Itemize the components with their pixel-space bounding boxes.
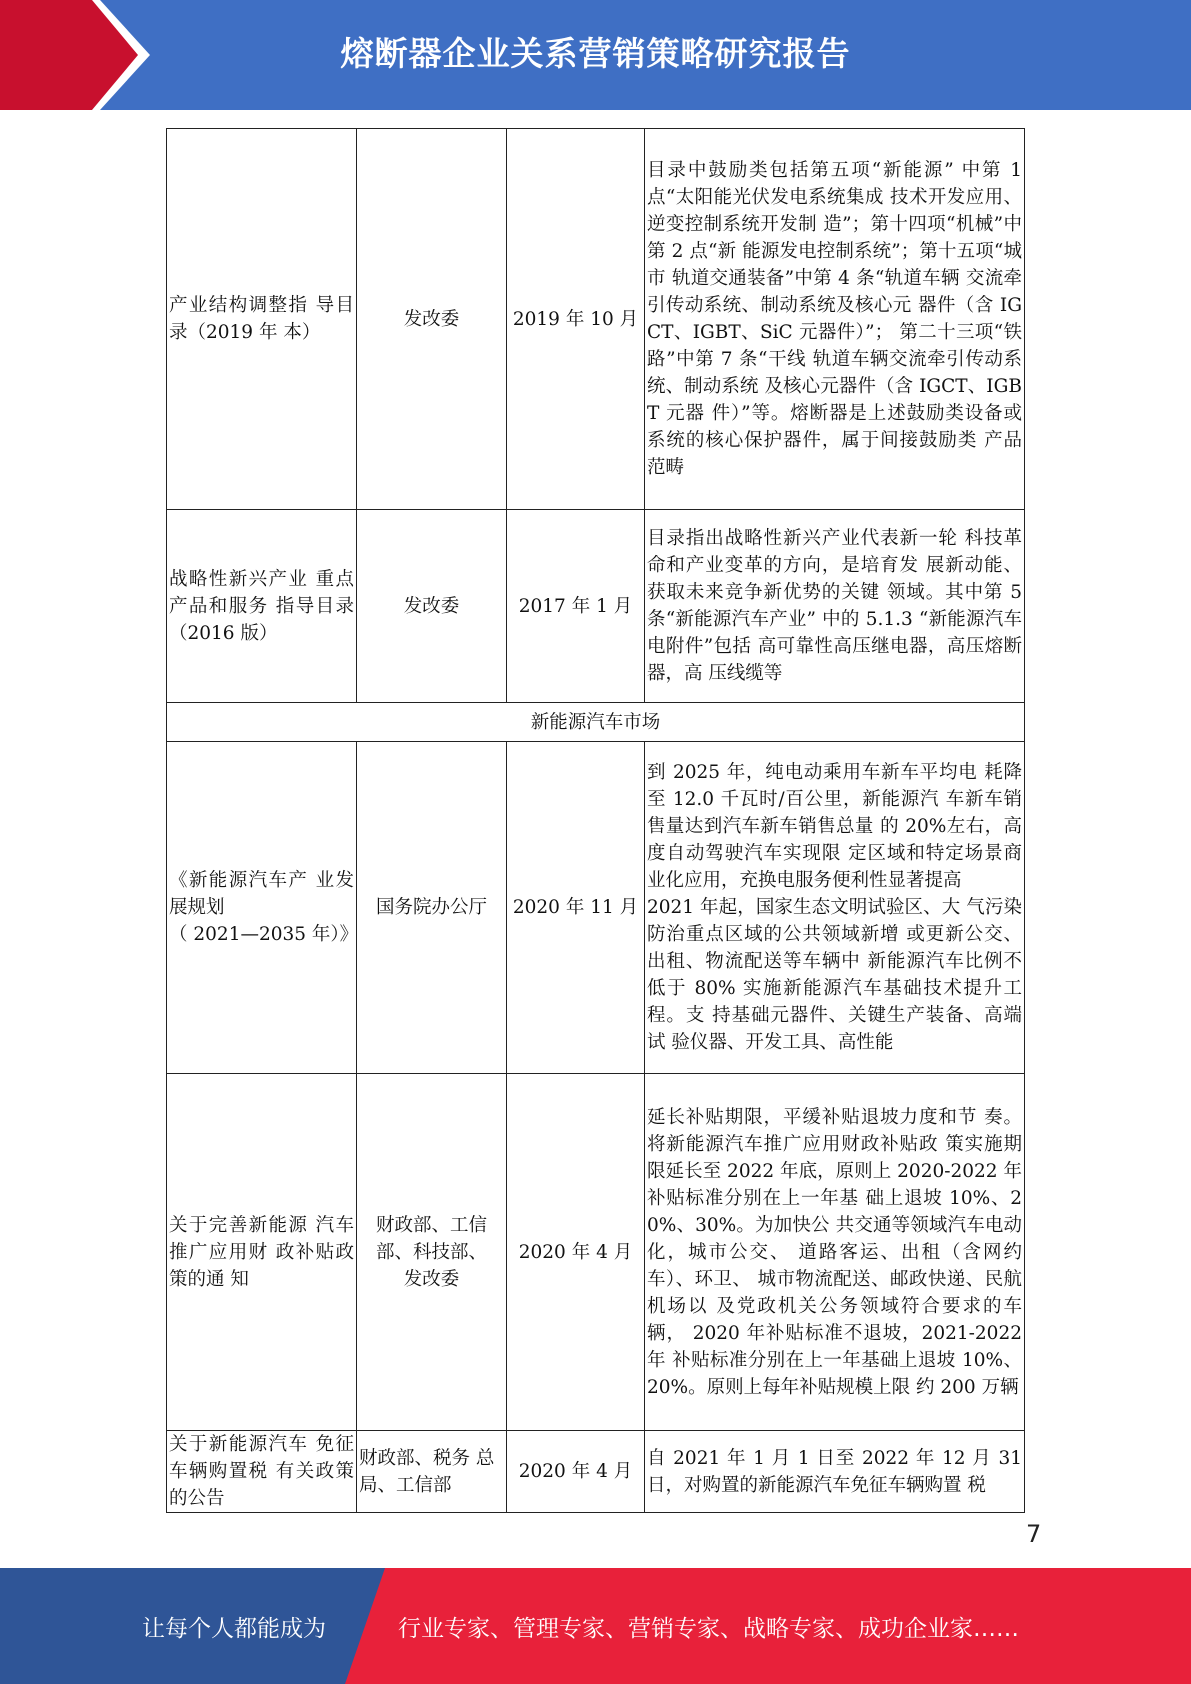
policy-name-cell bbox=[167, 742, 357, 1074]
policy-table bbox=[166, 128, 1025, 1513]
content-cell bbox=[645, 742, 1025, 1074]
report-title: 熔断器企业关系营销策略研究报告 bbox=[340, 34, 851, 73]
issuer: 国务院办公厅 bbox=[375, 897, 487, 918]
date-cell bbox=[507, 1074, 645, 1431]
policy-content: 延长补贴期限，平缓补贴退坡力度和节 奏。将新能源汽车推广应用财政补贴政 策实施期限延长至 2022 年底，原则上 2020-2022 年补贴标准分别在上一年基 础上退坡 10%、20%、30%。为加快公 共交通等领域汽车电动化，城市公交、 道路客运、出租（含网约车）、环卫、 城市物流配送、邮政快递、民航机场以 及党政机关公务领域符合要求的车辆， 2020 年补贴标准不退坡，2021-2022 年 补贴标准分别在上一年基础上退坡 10%、20%。原则上每年补贴规模上限 约 200 万辆 bbox=[647, 1106, 1022, 1398]
page-header bbox=[0, 0, 1191, 110]
content-cell bbox=[645, 510, 1025, 703]
policy-content: 自 2021 年 1 月 1 日至 2022 年 12 月 31 日，对购置的新能源汽车免征车辆购置 税 bbox=[647, 1447, 1022, 1496]
section-header-row bbox=[167, 703, 1025, 742]
policy-name: 《新能源汽车产 业发展规划 （ 2021—2035 年）》 bbox=[169, 870, 359, 945]
table-row bbox=[167, 742, 1025, 1074]
policy-name: 关于完善新能源 汽车推广应用财 政补贴政策的通 知 bbox=[169, 1214, 354, 1290]
policy-name-cell bbox=[167, 129, 357, 510]
policy-content: 目录中鼓励类包括第五项“新能源” 中第 1 点“太阳能光伏发电系统集成 技术开发应用、逆变控制系统开发制 造”；第十四项“机械”中第 2 点“新 能源发电控制系统”；第十五项“城市 轨道交通装备”中第 4 条“轨道车辆 交流牵引传动系统、制动系统及核心元 器件（含 IGCT、IGBT、SiC 元器件）”； 第二十三项“铁路”中第 7 条“干线 轨道车辆交流牵引传动系统、制动系统 及核心元器件（含 IGCT、IGBT 元器 件）”等。熔断器是上述鼓励类设备或系统的核心保护器件，属于间接鼓励类 产品范畴 bbox=[647, 160, 1022, 478]
issue-date: 2020 年 11 月 bbox=[512, 897, 639, 918]
issuer-cell bbox=[357, 129, 507, 510]
table-row bbox=[167, 1431, 1025, 1513]
issue-date: 2017 年 1 月 bbox=[518, 595, 633, 617]
policy-name: 产业结构调整指 导目录（2019 年 本） bbox=[169, 295, 354, 343]
policy-name-cell bbox=[167, 1074, 357, 1431]
issue-date: 2020 年 4 月 bbox=[518, 1241, 633, 1263]
policy-content: 目录指出战略性新兴产业代表新一轮 科技革命和产业变革的方向，是培育发 展新动能、获取未来竞争新优势的关键 领域。其中第 5 条“新能源汽车产业” 中的 5.1.3 “新能源汽车电附件”包括 高可靠性高压继电器，高压熔断器，高 压线缆等 bbox=[647, 528, 1022, 684]
policy-name: 关于新能源汽车 免征车辆购置税 有关政策的公告 bbox=[169, 1434, 354, 1509]
issuer-cell bbox=[357, 1431, 507, 1513]
table-row bbox=[167, 1074, 1025, 1431]
issuer: 发改委 bbox=[403, 595, 460, 617]
issuer: 发改委 bbox=[403, 308, 460, 330]
section-title: 新能源汽车市场 bbox=[167, 703, 1025, 742]
issuer-cell bbox=[357, 1074, 507, 1431]
date-cell bbox=[507, 742, 645, 1074]
page-footer bbox=[0, 1568, 1191, 1684]
issue-date: 2019 年 10 月 bbox=[512, 308, 639, 330]
issuer: 财政部、税务 总局、工信部 bbox=[359, 1447, 495, 1496]
date-cell bbox=[507, 129, 645, 510]
policy-name-cell bbox=[167, 510, 357, 703]
policy-content: 到 2025 年，纯电动乘用车新车平均电 耗降至 12.0 千瓦时/百公里，新能源汽 车新车销售量达到汽车新车销售总量 的 20%左右，高度自动驾驶汽车实现限 定区域和特定场景商业化应用，充换电服务便利性显著提高 2021 年起，国家生态文明试验区、大 气污染防治重点区域的公共领域新增 或更新公交、出租、物流配送等车辆中 新能源汽车比例不低于 80% 实施新能源汽车基础技术提升工程。支 持基础元器件、关键生产装备、高端试 验仪器、开发工具、高性能 bbox=[647, 762, 1022, 1053]
content-cell bbox=[645, 1431, 1025, 1513]
date-cell bbox=[507, 510, 645, 703]
issuer: 财政部、工信部、科技部、 发改委 bbox=[375, 1214, 487, 1290]
footer-slogan-right: 行业专家、管理专家、营销专家、战略专家、成功企业家…… bbox=[398, 1616, 1019, 1642]
issuer-cell bbox=[357, 510, 507, 703]
policy-name-cell bbox=[167, 1431, 357, 1513]
issue-date: 2020 年 4 月 bbox=[518, 1461, 633, 1482]
policy-name: 战略性新兴产业 重点产品和服务 指导目录（2016 版） bbox=[169, 568, 354, 644]
table-row bbox=[167, 510, 1025, 703]
page-number: 7 bbox=[1026, 1520, 1042, 1548]
table-row bbox=[167, 129, 1025, 510]
issuer-cell bbox=[357, 742, 507, 1074]
date-cell bbox=[507, 1431, 645, 1513]
footer-slogan-left: 让每个人都能成为 bbox=[142, 1616, 326, 1642]
content-cell bbox=[645, 129, 1025, 510]
content-cell bbox=[645, 1074, 1025, 1431]
